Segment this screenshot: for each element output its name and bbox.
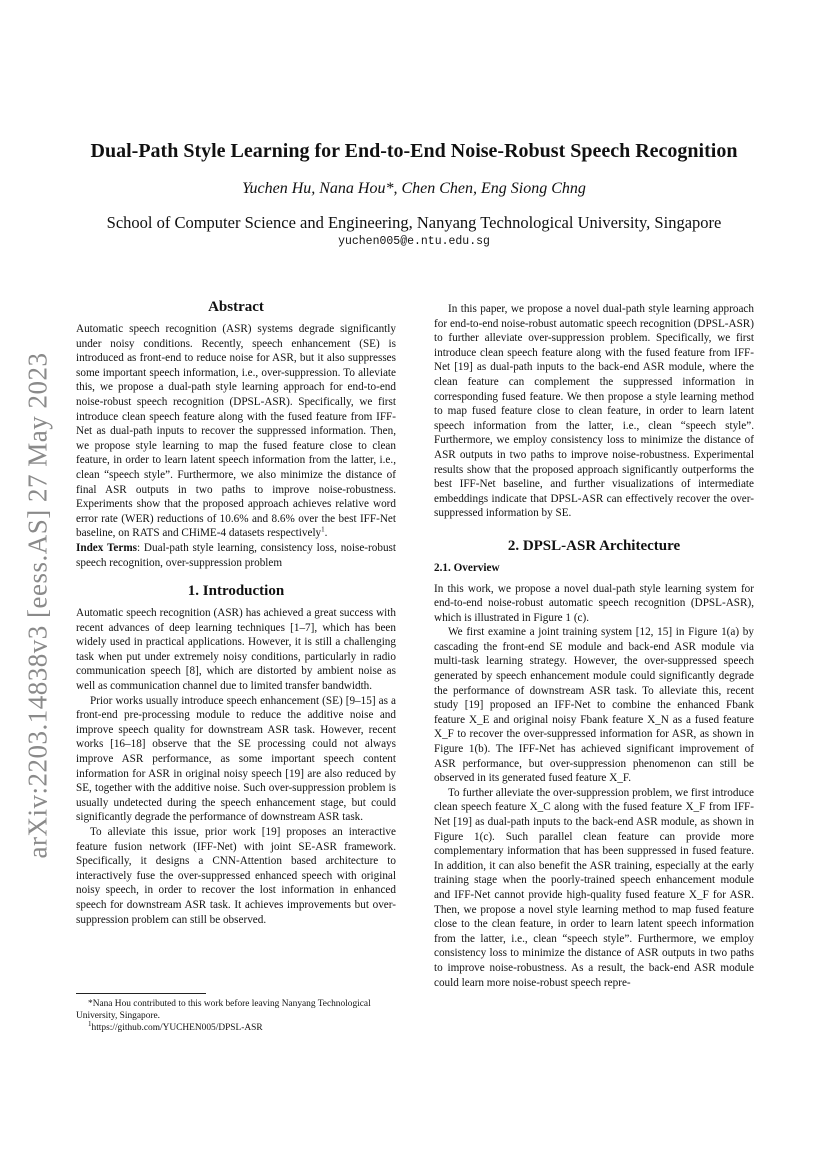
intro-paragraph-2: Prior works usually introduce speech enhancement (SE) [9–15] as a front-end pre-processing module to reduce the additive noise and improve speech quality for downstream ASR task. However, recent works [16–18] observe that the SE processing could not always improve ASR performance, as some important speech content information for ASR in original noisy speech [19] are also reduced by SE, together with the additive noise. Such over-suppression problem is usually undetected during the speech enhancement stage, but could significantly degrade the performance of downstream ASR task. <box>76 694 396 824</box>
section-2-heading: 2. DPSL-ASR Architecture <box>507 537 681 554</box>
abstract-paragraph <box>76 322 396 541</box>
footnote-2-marker: 1 <box>88 1019 92 1028</box>
arxiv-identifier <box>20 345 56 865</box>
intro-paragraph-4: In this paper, we propose a novel dual-path style learning approach for end-to-end noise-robust automatic speech recognition (DPSL-ASR) to further alleviate over-suppression problem. Specifically, we first introduce clean speech feature along with the fused feature from IFF-Net [19] as dual-path inputs to the back-end ASR module, where the clean feature can complement the suppressed information in corresponding fused feature. We then propose a style learning method to map fused feature close to clean feature, in order to learn latent speech information from the latter, i.e., clean “speech style”. Furthermore, we employ consistency loss to minimize the distance of ASR outputs in two paths to improve noise-robustness. Experimental results show that the proposed approach significantly outperforms the best IFF-Net baseline, and further visualizations of intermediate embeddings indicate that DPSL-ASR can effectively recover the over-suppressed information by SE. <box>434 303 754 520</box>
abstract-heading: Abstract <box>208 299 264 315</box>
intro-paragraph-1: Automatic speech recognition (ASR) has achieved a great success with recent advances of deep learning techniques [1–7], which has been widely used in practical applications. However, it is still a challenging task when put under extremely noisy conditions, particularly in radio communication speech [8], which are distorted by ambient noise as well as communication channel due to limited transfer bandwidth. <box>76 607 396 693</box>
overview-paragraph-1: In this work, we propose a novel dual-path style learning system for end-to-end noise-robust automatic speech recognition (DPSL-ASR), which is illustrated in Figure 1 (c). <box>434 582 754 624</box>
index-terms <box>76 541 396 570</box>
author-list: Yuchen Hu, Nana Hou*, Chen Chen, Eng Siong Chng <box>242 180 586 197</box>
footnote-1: *Nana Hou contributed to this work before leaving Nanyang Technological University, Singapore. <box>76 999 371 1021</box>
index-terms-text: : Dual-path style learning, consistency loss, noise-robust speech recognition, over-suppression problem <box>76 541 396 569</box>
right-column <box>434 302 754 990</box>
intro-paragraph-3: To alleviate this issue, prior work [19] proposes an interactive feature fusion network (IFF-Net) with joint SE-ASR framework. Specifically, it designs a CNN-Attention based architecture to interactively fuse the over-suppressed enhanced speech with original noisy speech, in order to recover the lost information in enhanced speech for downstream ASR task. It achieves improvements but over-suppression problem can still be observed. <box>76 826 396 926</box>
subsection-2-1-heading: 2.1. Overview <box>434 561 500 574</box>
footnotes <box>76 993 396 1034</box>
intro-heading: 1. Introduction <box>187 583 285 600</box>
footnote-2 <box>76 1019 396 1034</box>
left-column <box>76 298 396 927</box>
footnote-rule <box>76 993 206 994</box>
abstract-text: Automatic speech recognition (ASR) systems degrade significantly under noisy conditions. Recently, speech enhancement (SE) is introduced as front-end to reduce noise for ASR, but it also suppresses some important speech information, i.e., over-suppression. To alleviate this, we propose a dual-path style learning approach for end-to-end noise-robust speech recognition (DPSL-ASR). Specifically, we first introduce clean speech feature along with the fused feature from IFF-Net as dual-path inputs to recover the suppressed information. Then, we propose style learning to map the fused feature close to clean feature, in order to learn latent speech information from the latter, i.e., clean “speech style”. Furthermore, we also minimize the distance of final ASR outputs in two paths to improve noise-robustness. Experiments show that the proposed approach achieves relative word error rate (WER) reductions of 10.6% and 8.6% over the best IFF-Net baseline, on RATS and CHiME-4 datasets respectively <box>76 323 396 540</box>
contact-email: yuchen005@e.ntu.edu.sg <box>338 235 490 248</box>
index-terms-label: Index Terms <box>76 541 138 554</box>
arxiv-id-text: arXiv:2203.14838v3 [eess.AS] 27 May 2023 <box>22 352 53 858</box>
abstract-end: . <box>324 527 328 540</box>
paper-title: Dual-Path Style Learning for End-to-End Noise-Robust Speech Recognition <box>90 140 738 162</box>
footnote-marker: 1 <box>321 525 325 534</box>
overview-paragraph-2: We first examine a joint training system [12, 15] in Figure 1(a) by cascading the front-end SE module and back-end ASR module via multi-task learning strategy. However, the over-suppressed speech generated by speech enhancement module could significantly degrade the performance of downstream ASR task. To alleviate this, recent study [19] proposed an IFF-Net to combine the enhanced Fbank feature X_E and original noisy Fbank feature X_N as a fused feature X_F to recover the over-suppressed information for ASR, as shown in Figure 1(b). The IFF-Net has achieved significant improvement of ASR performance, but over-suppression phenomenon can still be observed in its generated fused feature X_F. <box>434 626 754 785</box>
overview-paragraph-3: To further alleviate the over-suppression problem, we first introduce clean speech feature X_C along with the fused feature X_F from IFF-Net [19] as dual-path inputs to the back-end ASR module, as shown in Figure 1(c). Such parallel clean feature can provide more complementary information that has been suppressed in fused feature. In addition, it can also benefit the ASR training, especially at the early training stage when the poorly-trained speech enhancement module and IFF-Net cannot provide high-quality fused feature X_F for ASR. Then, we propose a novel style learning method to map fused feature close to the clean feature, in order to learn latent speech information from the latter, i.e., clean “speech style”. Furthermore, we employ consistency loss to minimize the distance of ASR outputs in two paths to improve noise-robustness. As a result, the back-end ASR module could learn more noise-robust speech repre- <box>434 786 754 989</box>
footnote-2-text: https://github.com/YUCHEN005/DPSL-ASR <box>91 1023 263 1033</box>
affiliation: School of Computer Science and Engineering, Nanyang Technological University, Singapore <box>106 213 722 232</box>
